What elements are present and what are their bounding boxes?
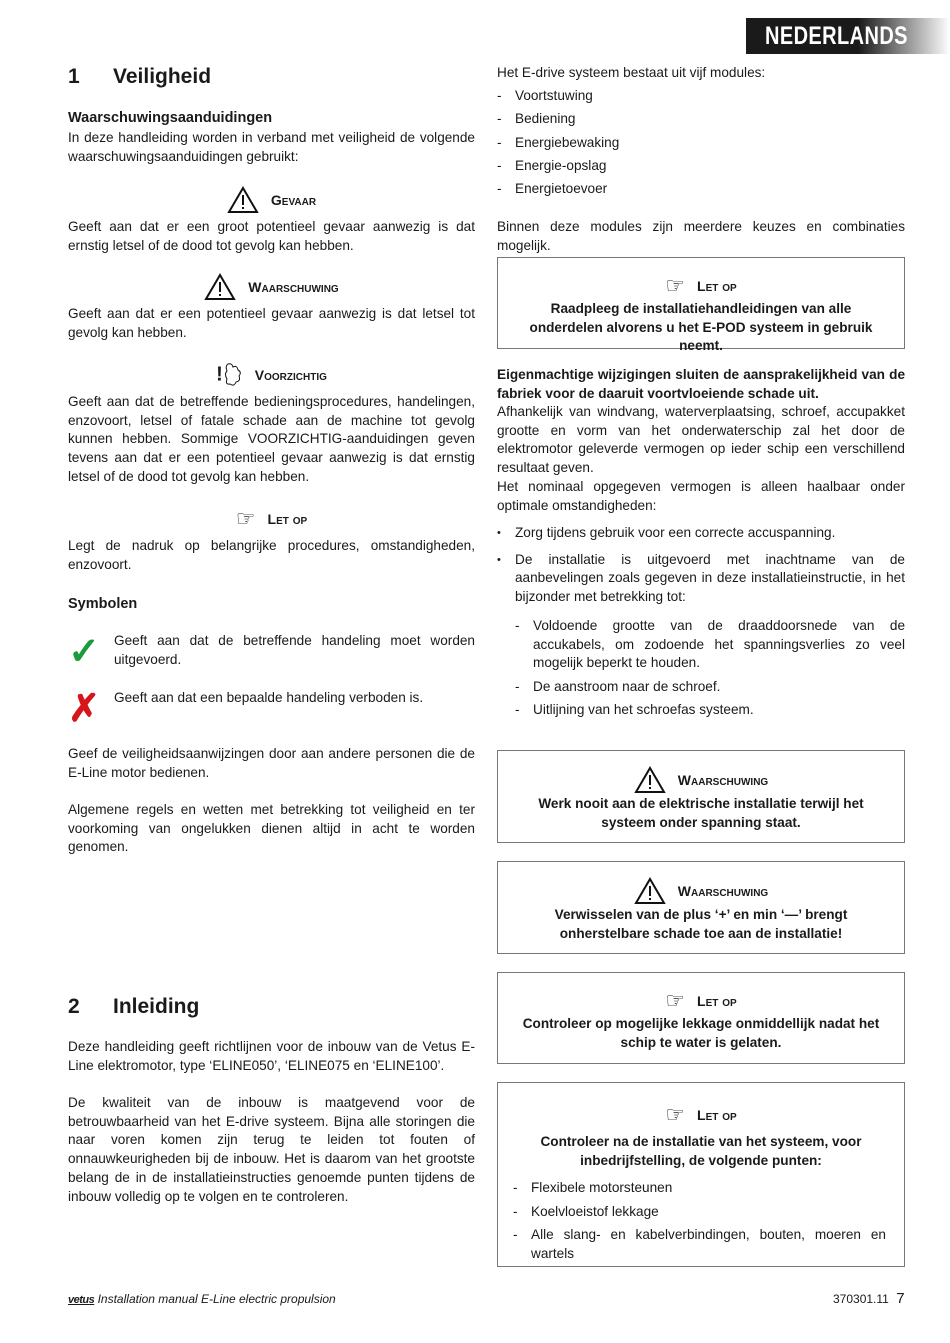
- symbol-row: [68, 632, 475, 672]
- signal-gevaar: [68, 184, 475, 255]
- paragraph: Het nominaal opgegeven vermogen is alleen haalbaar onder optimale omstandigheden:: [497, 479, 905, 513]
- list-item: - Koelvloeistof lekkage: [513, 1203, 886, 1222]
- section-1-title: [68, 64, 475, 90]
- paragraph: Het E-drive systeem bestaat uit vijf modules:: [497, 65, 766, 80]
- sub-list: [515, 617, 905, 724]
- warning-box: [497, 861, 905, 954]
- document-number: 370301.11: [833, 1292, 889, 1306]
- section-number: 2: [68, 995, 80, 1018]
- signal-let-op: [68, 503, 475, 574]
- warning-box: [497, 750, 905, 843]
- list-item: • Zorg tijdens gebruik voor een correcte accuspanning.: [497, 524, 905, 543]
- list-item: • De installatie is uitgevoerd met inachtname van de aanbevelingen zoals gegeven in deze installatieinstructie, in het bijzonder met betrekking tot:: [497, 551, 905, 607]
- symbol-text: Geeft aan dat de betreffende handeling moet worden uitgevoerd.: [114, 633, 475, 667]
- signal-label: Voorzichtig: [254, 366, 327, 383]
- paragraph: Algemene regels en wetten met betrekking tot veiligheid en ter voorkoming van ongelukken dienen altijd in acht te worden genomen.: [68, 802, 475, 855]
- cross-mark-icon: ✗: [68, 688, 100, 730]
- box-message: Controleer op mogelijke lekkage onmiddellijk nadat het schip te water is gelaten.: [522, 1016, 880, 1050]
- pointing-hand-icon: ☞: [665, 987, 686, 1013]
- signal-voorzichtig: [68, 359, 475, 487]
- paragraph: Deze handleiding geeft richtlijnen voor de inbouw van de Vetus E-Line elektromotor, type ‘ELINE050’, ‘ELINE075 en ‘ELINE100’.: [68, 1039, 475, 1073]
- box-message: Verwisselen van de plus ‘+’ en min ‘—’ brengt onherstelbare schade toe aan de installatie!: [554, 907, 848, 941]
- section-number: 1: [68, 65, 80, 88]
- footer-left: [68, 1290, 336, 1310]
- paragraph-bold: Eigenmachtige wijzigingen sluiten de aansprakelijkheid van de fabriek voor de daaruit voortvloeiende schade uit.: [497, 367, 905, 401]
- warning-triangle-icon: [634, 877, 666, 905]
- section-title: Inleiding: [113, 995, 200, 1018]
- paragraph: Afhankelijk van windvang, waterverplaatsing, schroef, accupakket grootte en vorm van het onderwaterschip zal het door de elektromotor geleverde vermogen op ieder schip een verschillend resultaat geven.: [497, 404, 905, 476]
- warning-triangle-icon: [227, 186, 259, 214]
- box-label: Waarschuwing: [677, 882, 769, 899]
- list-item: - Alle slang- en kabelverbindingen, bouten, moeren en wartels: [513, 1226, 886, 1263]
- vetus-logo: vetus: [68, 1294, 95, 1306]
- signal-text: Geeft aan dat de betreffende bedieningsprocedures, handelingen, enzovoort, letsel of fatale schade aan de machine tot gevolg kunnen hebben. Sommige VOORZICHTIG-aanduidingen geven tevens aan dat er een potentieel gevaar aanwezig is dat ernstig letsel of de dood tot gevolg kan hebben.: [68, 394, 475, 484]
- notice-box: [497, 257, 905, 354]
- subheading: Symbolen: [68, 596, 138, 612]
- list-item: - Uitlijning van het schroefas systeem.: [515, 701, 905, 720]
- warning-triangle-icon: [634, 766, 666, 794]
- box-label: Waarschuwing: [677, 771, 769, 788]
- pointing-hand-icon: ☞: [235, 505, 256, 531]
- paragraph: De kwaliteit van de inbouw is maatgevend voor de betrouwbaarheid van het E-drive systeem. Bijna alle storingen die naar voren komen zijn terug te leiden tot fouten of onnauwkeurigheden bij de inbouw. Het is daarom van het grootste belang de in de installatieinstructies genoemde punten tijdens de inbouw volledig op te volgen en te controleren.: [68, 1095, 475, 1204]
- warning-triangle-icon: [204, 273, 236, 301]
- paragraph: In deze handleiding worden in verband met veiligheid de volgende waarschuwingsaanduidingen gebruikt:: [68, 130, 475, 164]
- list-item: - Voldoende grootte van de draaddoorsnede van de accukabels, om zodoende het spanningsverlies zo veel mogelijk beperkt te houden.: [515, 617, 905, 673]
- list-item: - Energie-opslag: [497, 157, 905, 176]
- notice-box: [497, 972, 905, 1064]
- language-label: NEDERLANDS: [765, 22, 908, 50]
- list-item: - Flexibele motorsteunen: [513, 1179, 886, 1198]
- box-message: Controleer na de installatie van het systeem, voor inbedrijfstelling, de volgende punten:: [540, 1134, 862, 1168]
- notice-box: [497, 1082, 905, 1267]
- box-message: Raadpleeg de installatiehandleidingen van alle onderdelen alvorens u het E-POD systeem in gebruik neemt.: [529, 301, 873, 354]
- caution-hand-icon: !: [216, 362, 243, 388]
- subheading: Waarschuwingsaanduidingen: [68, 110, 273, 126]
- signal-label: Let op: [267, 510, 308, 527]
- pointing-hand-icon: ☞: [665, 1101, 686, 1127]
- signal-label: Gevaar: [270, 191, 317, 208]
- signal-label: Waarschuwing: [248, 278, 339, 295]
- section-title: Veiligheid: [113, 65, 212, 88]
- paragraph: Geef de veiligheidsaanwijzingen door aan andere personen die de E-Line motor bedienen.: [68, 746, 475, 780]
- pointing-hand-icon: ☞: [665, 272, 686, 298]
- box-label: Let op: [697, 277, 737, 294]
- footer-right: [833, 1290, 905, 1309]
- list-item: - Energietoevoer: [497, 180, 905, 199]
- signal-text: Geeft aan dat er een groot potentieel gevaar aanwezig is dat ernstig letsel of de dood tot gevolg kan hebben.: [68, 219, 475, 253]
- list-item: - Energiebewaking: [497, 134, 905, 153]
- conditions-list: [497, 524, 905, 615]
- box-message: Werk nooit aan de elektrische installatie terwijl het systeem onder spanning staat.: [538, 796, 864, 830]
- box-label: Let op: [697, 992, 737, 1009]
- language-tab: [746, 18, 950, 54]
- box-label: Let op: [697, 1106, 737, 1123]
- signal-waarschuwing: [68, 271, 475, 342]
- list-item: - Bediening: [497, 110, 905, 129]
- signal-text: Geeft aan dat er een potentieel gevaar aanwezig is dat letsel tot gevolg kan hebben.: [68, 306, 475, 340]
- page-number: 7: [896, 1290, 905, 1307]
- check-mark-icon: ✓: [68, 631, 100, 673]
- symbol-row: [68, 689, 475, 729]
- checklist: [513, 1179, 886, 1263]
- symbol-text: Geeft aan dat een bepaalde handeling verboden is.: [114, 690, 424, 705]
- list-item: - Voortstuwing: [497, 87, 905, 106]
- manual-title: Installation manual E-Line electric propulsion: [97, 1292, 336, 1306]
- modules-list: [497, 87, 905, 203]
- list-item: - De aanstroom naar de schroef.: [515, 678, 905, 697]
- section-2-title: [68, 994, 475, 1020]
- signal-text: Legt de nadruk op belangrijke procedures, omstandigheden, enzovoort.: [68, 538, 475, 572]
- paragraph: Binnen deze modules zijn meerdere keuzes en combinaties mogelijk.: [497, 219, 905, 253]
